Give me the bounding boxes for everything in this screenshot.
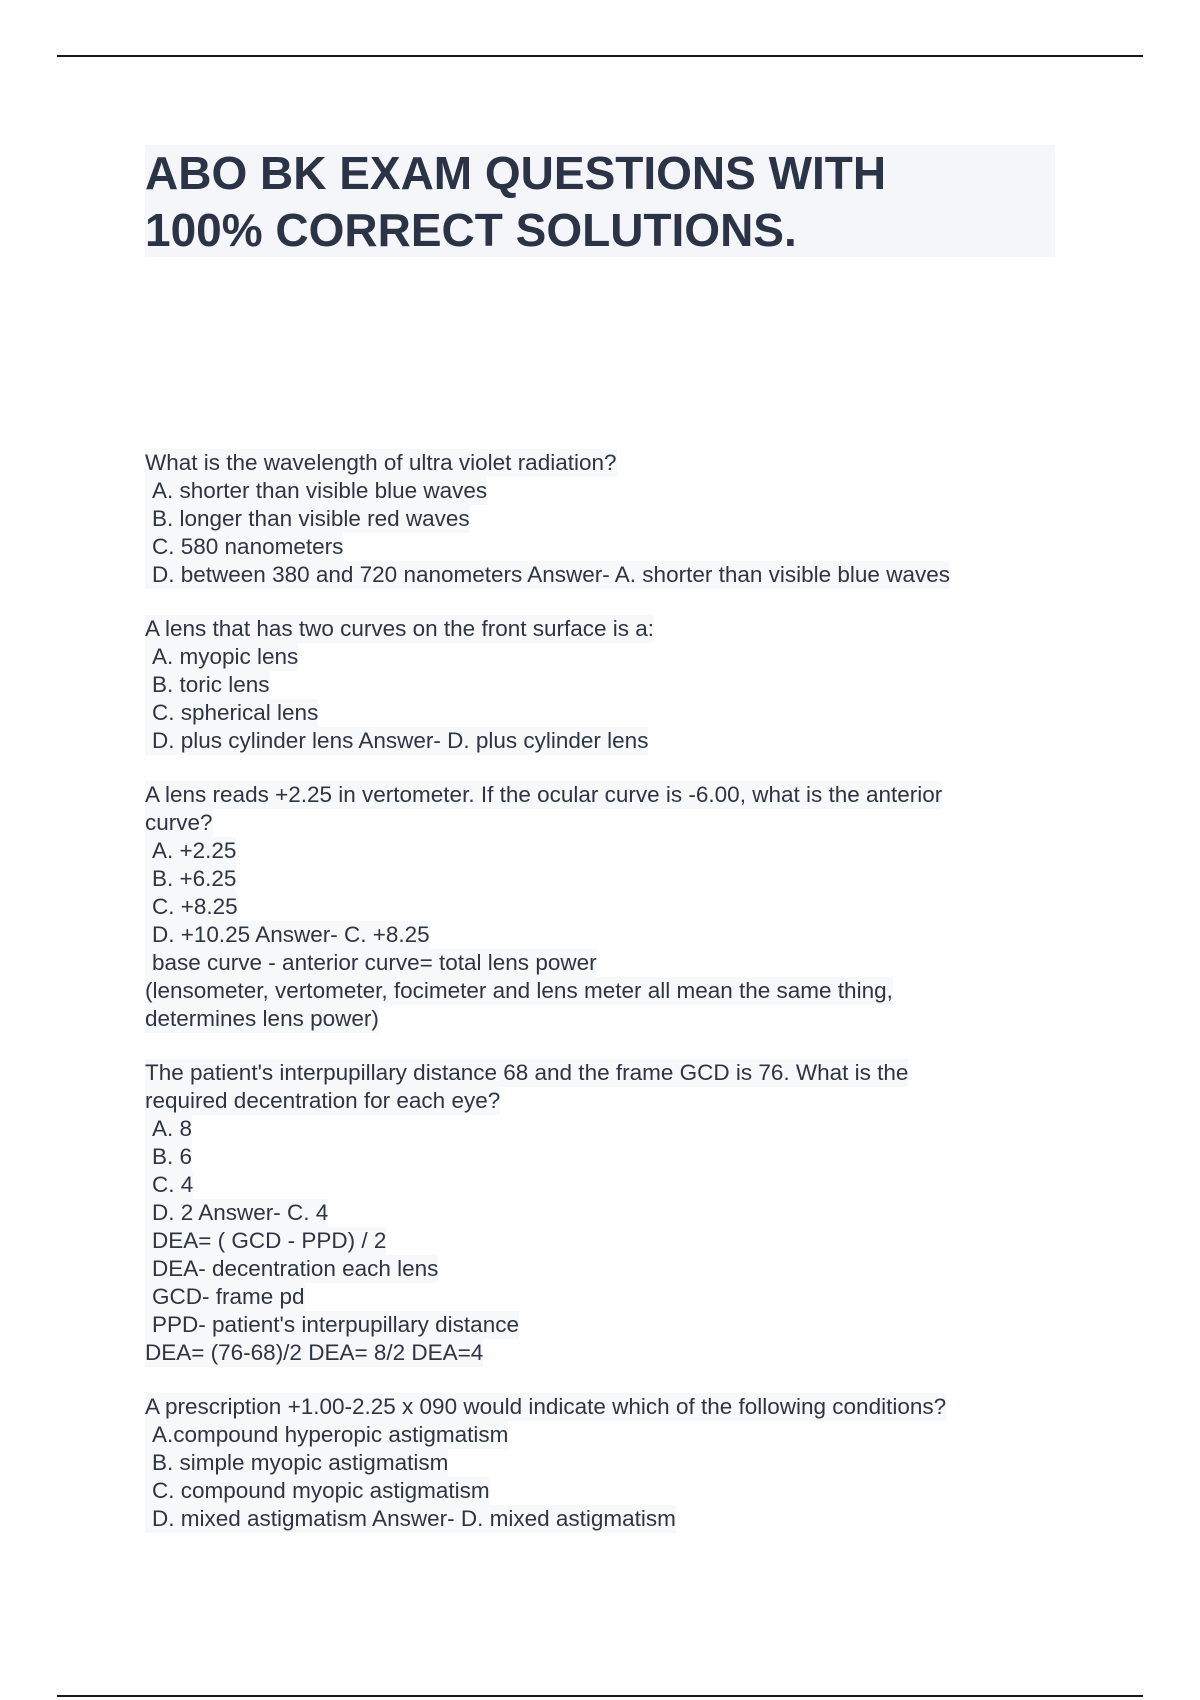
option-a: A. myopic lens xyxy=(145,643,298,671)
explanation-line: DEA= (76-68)/2 DEA= 8/2 DEA=4 xyxy=(145,1340,484,1365)
question-block-3 xyxy=(145,781,1045,1033)
option-c: C. compound myopic astigmatism xyxy=(145,1477,490,1505)
question-block-2 xyxy=(145,615,1045,755)
option-b: B. simple myopic astigmatism xyxy=(145,1449,448,1477)
option-b: B. 6 xyxy=(145,1143,192,1171)
option-c: C. 4 xyxy=(145,1171,193,1199)
explanation-line: (lensometer, vertometer, focimeter and lens meter all mean the same thing, xyxy=(145,978,893,1003)
option-d-answer: D. mixed astigmatism Answer- D. mixed astigmatism xyxy=(145,1505,676,1533)
option-c: C. 580 nanometers xyxy=(145,533,343,561)
question-text: The patient's interpupillary distance 68 and the frame GCD is 76. What is the xyxy=(145,1060,909,1085)
option-b: B. longer than visible red waves xyxy=(145,505,470,533)
explanation-line: determines lens power) xyxy=(145,1006,379,1031)
question-text: What is the wavelength of ultra violet radiation? xyxy=(145,450,617,475)
document-title xyxy=(145,145,1055,259)
explanation-line: GCD- frame pd xyxy=(145,1283,305,1311)
question-list xyxy=(145,449,1045,1559)
option-d-answer: D. 2 Answer- C. 4 xyxy=(145,1199,328,1227)
option-d-answer: D. plus cylinder lens Answer- D. plus cylinder lens xyxy=(145,727,648,755)
explanation-line: PPD- patient's interpupillary distance xyxy=(145,1311,519,1339)
option-c: C. spherical lens xyxy=(145,699,318,727)
question-block-5 xyxy=(145,1393,1045,1533)
option-c: C. +8.25 xyxy=(145,893,238,921)
option-b: B. +6.25 xyxy=(145,865,236,893)
question-text-cont: curve? xyxy=(145,810,213,835)
question-text: A prescription +1.00-2.25 x 090 would indicate which of the following conditions? xyxy=(145,1394,947,1419)
option-a: A. 8 xyxy=(145,1115,192,1143)
bottom-divider xyxy=(57,1695,1143,1697)
option-b: B. toric lens xyxy=(145,671,270,699)
option-a: A.compound hyperopic astigmatism xyxy=(145,1421,508,1449)
option-a: A. shorter than visible blue waves xyxy=(145,477,487,505)
title-line: 100% CORRECT SOLUTIONS. xyxy=(145,204,797,256)
explanation-line: DEA- decentration each lens xyxy=(145,1255,438,1283)
document-title-box xyxy=(145,145,1055,257)
option-d-answer: D. +10.25 Answer- C. +8.25 xyxy=(145,921,430,949)
question-text: A lens that has two curves on the front surface is a: xyxy=(145,616,655,641)
option-d-answer: D. between 380 and 720 nanometers Answer- A. shorter than visible blue waves xyxy=(145,561,950,589)
title-line: ABO BK EXAM QUESTIONS WITH xyxy=(145,147,887,199)
option-a: A. +2.25 xyxy=(145,837,236,865)
question-text: A lens reads +2.25 in vertometer. If the ocular curve is -6.00, what is the anterior xyxy=(145,782,943,807)
question-block-1 xyxy=(145,449,1045,589)
explanation-line: DEA= ( GCD - PPD) / 2 xyxy=(145,1227,386,1255)
explanation-line: base curve - anterior curve= total lens power xyxy=(145,949,597,977)
question-text-cont: required decentration for each eye? xyxy=(145,1088,501,1113)
question-block-4 xyxy=(145,1059,1045,1367)
top-divider xyxy=(57,55,1143,57)
